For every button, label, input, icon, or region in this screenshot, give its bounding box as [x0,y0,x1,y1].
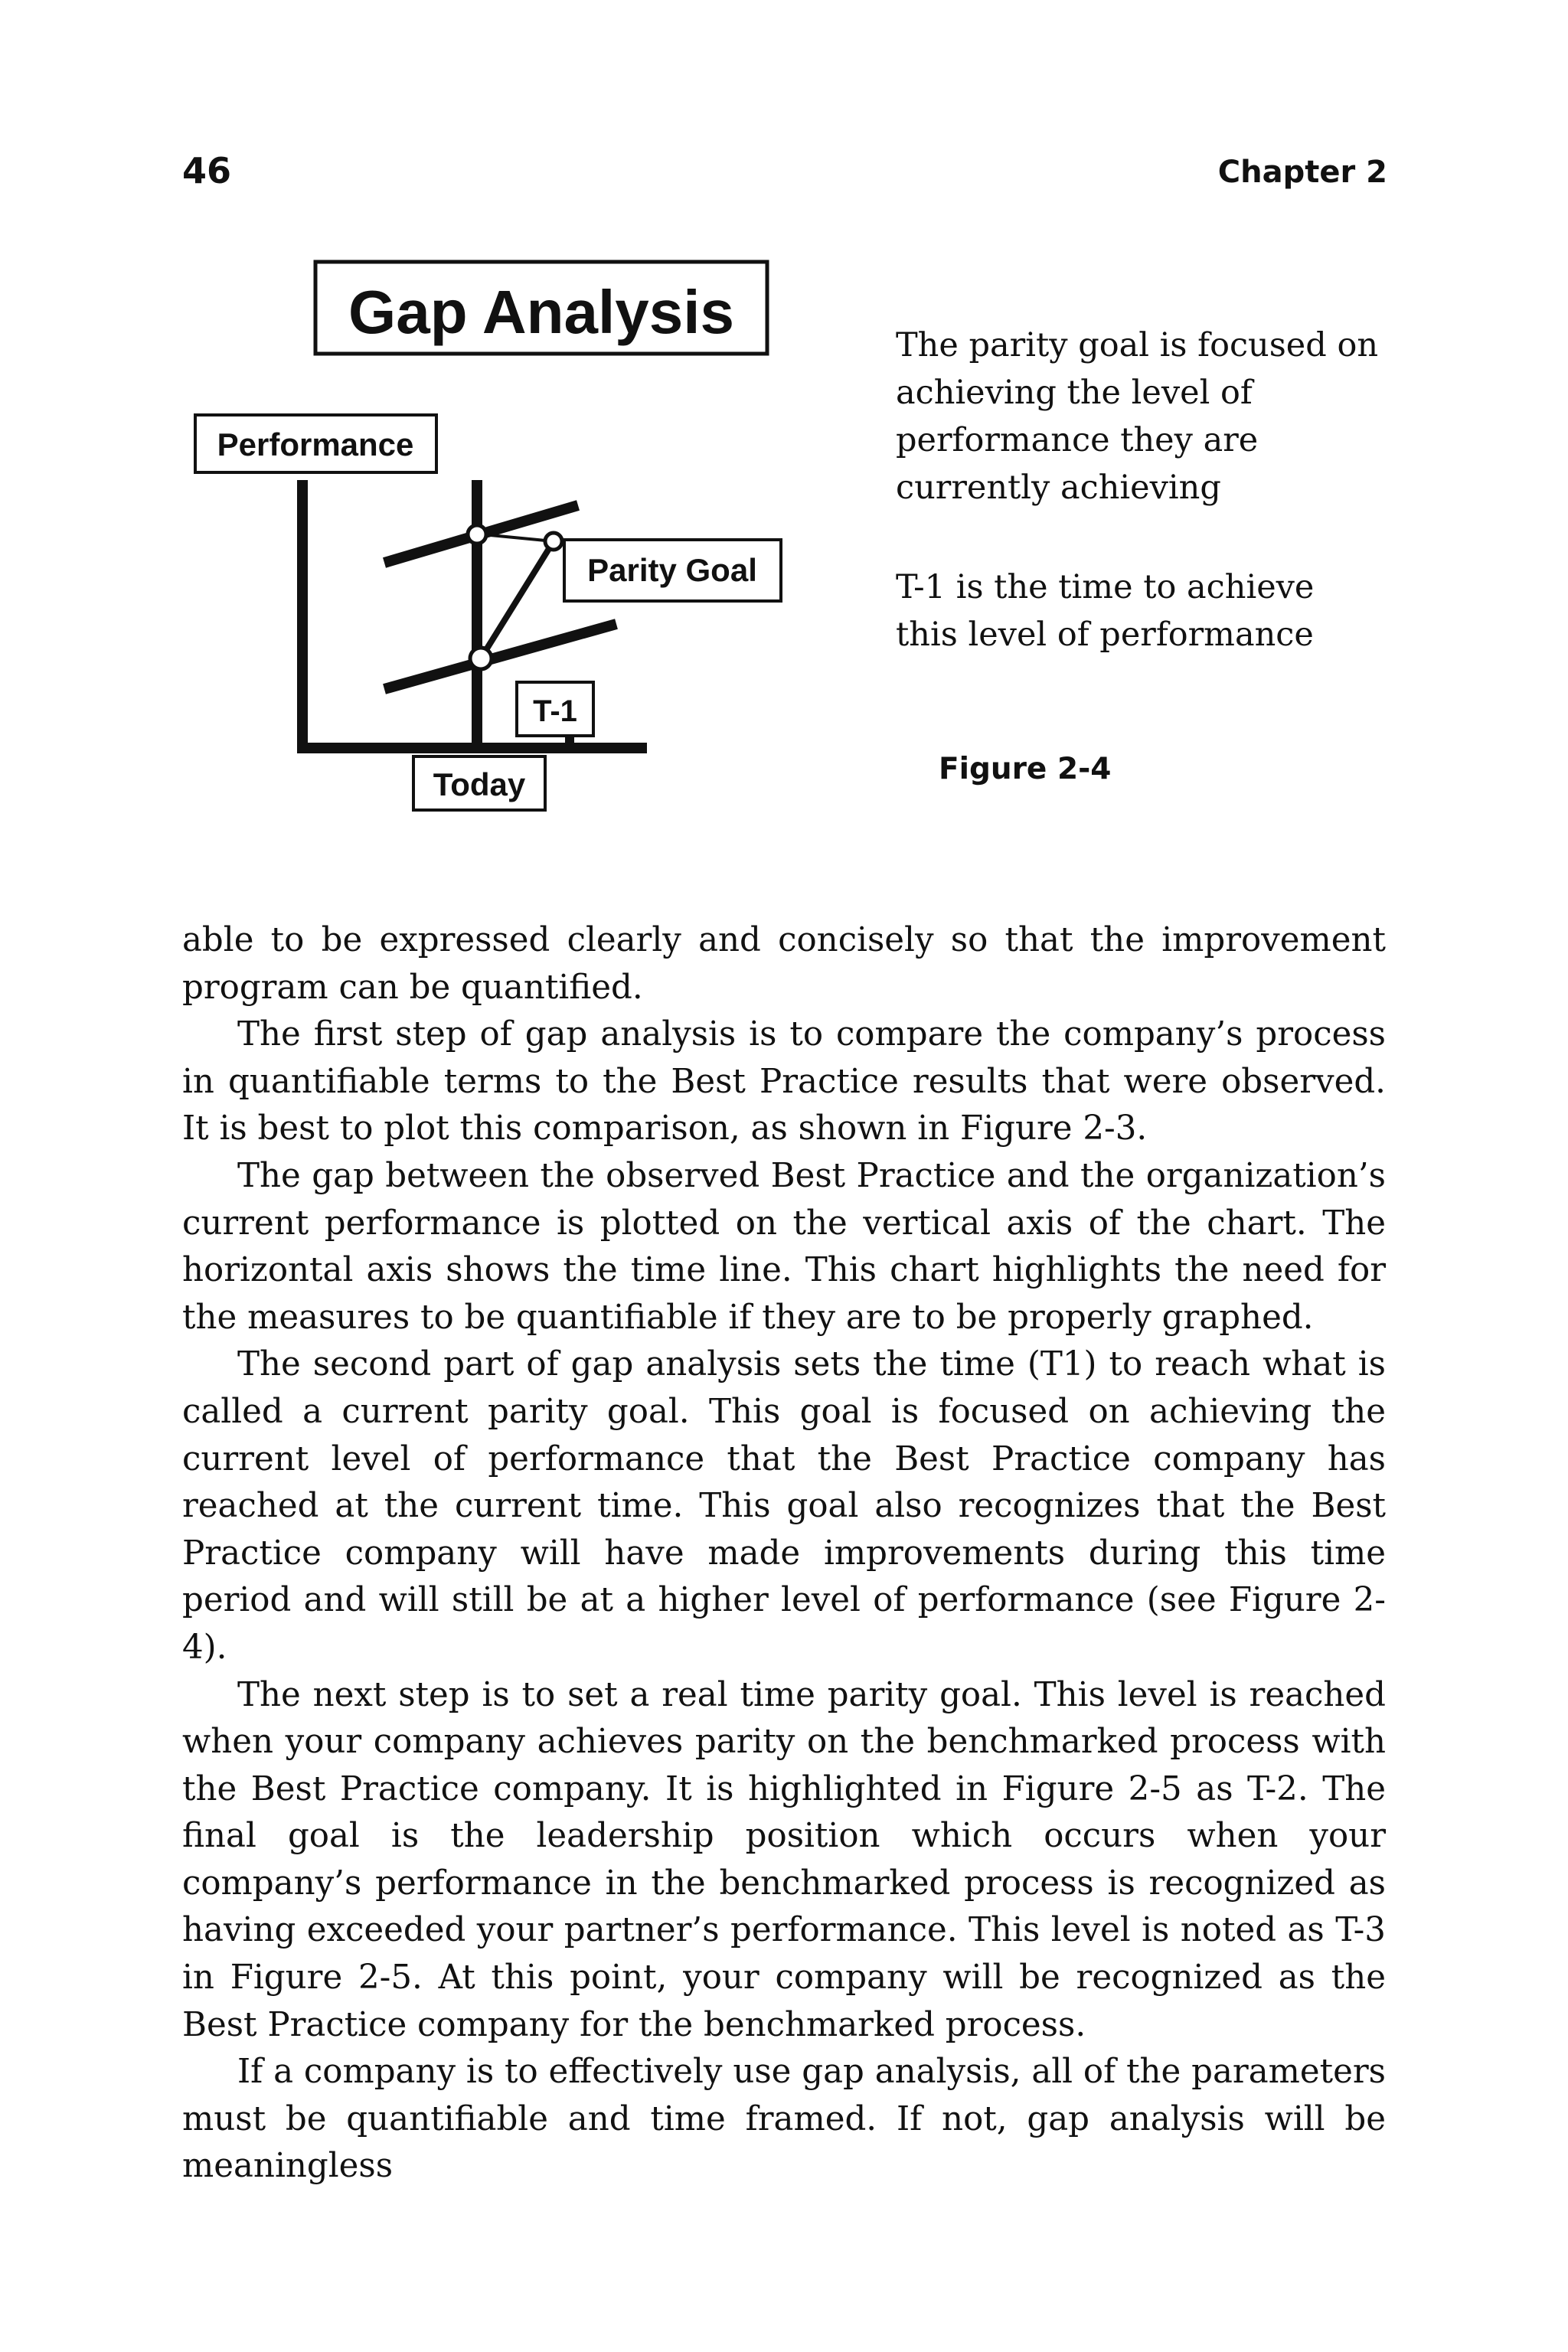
parity-goal-point [545,533,562,550]
figure-side-notes [896,322,1386,710]
parity-goal-label: Parity Goal [587,552,757,588]
body-paragraph: The gap between the observed Best Practice and the organization’s current performance is plotted on the vertical axis of the chart. The horizontal axis shows the time line. This chart highlights the need for the measures to be quantifiable if they are to be properly graphed. [182,1156,1386,1337]
body-paragraph: The second part of gap analysis sets the time (T1) to reach what is called a current parity goal. This goal is focused on achieving the current level of performance that the Best Practice company has reached at the current time. This goal also recognizes that the Best Practice company will have made improvements during this time period and will still be at a higher level of performance (see Figure 2-4). [182,1345,1386,1667]
today-best-practice-point [468,525,486,544]
performance-label: Performance [217,426,414,462]
gap-analysis-figure [176,249,804,819]
side-note: The parity goal is focused on achieving the level of performance they are currently achieving [896,326,1379,507]
figure-title: Gap Analysis [348,278,734,346]
running-head: Chapter 2 [1217,155,1387,190]
parity-leader [482,534,554,541]
company-line [384,624,616,689]
body-paragraph: The first step of gap analysis is to compare the company’s process in quantifiable terms to the Best Practice results that were observed. It is best to plot this comparison, as shown in Figure 2-3. [182,1015,1386,1148]
page-number: 46 [182,150,232,191]
side-note: T-1 is the time to achieve this level of performance [896,568,1315,654]
body-paragraph: able to be expressed clearly and concisely so that the improvement program can be quantified. [182,921,1386,1007]
t1-label: T-1 [533,694,577,728]
body-text [182,917,1386,2190]
figure-caption: Figure 2-4 [939,752,1112,786]
today-label: Today [433,766,526,802]
body-paragraph: The next step is to set a real time parity goal. This level is reached when your company achieves parity on the benchmarked process with the Best Practice company. It is highlighted in Figure 2-5 as T-2. The final goal is the leadership position which occurs when your company’s performance in the benchmarked process is recognized as having exceeded your partner’s performance. This level is noted as T-3 in Figure 2-5. At this point, your company will be recognized as the Best Practice company for the benchmarked process. [182,1675,1386,2044]
today-company-point [470,648,492,669]
body-paragraph: If a company is to effectively use gap analysis, all of the parameters must be quantifiable and time framed. If not, gap analysis will be meaningless [182,2053,1386,2186]
